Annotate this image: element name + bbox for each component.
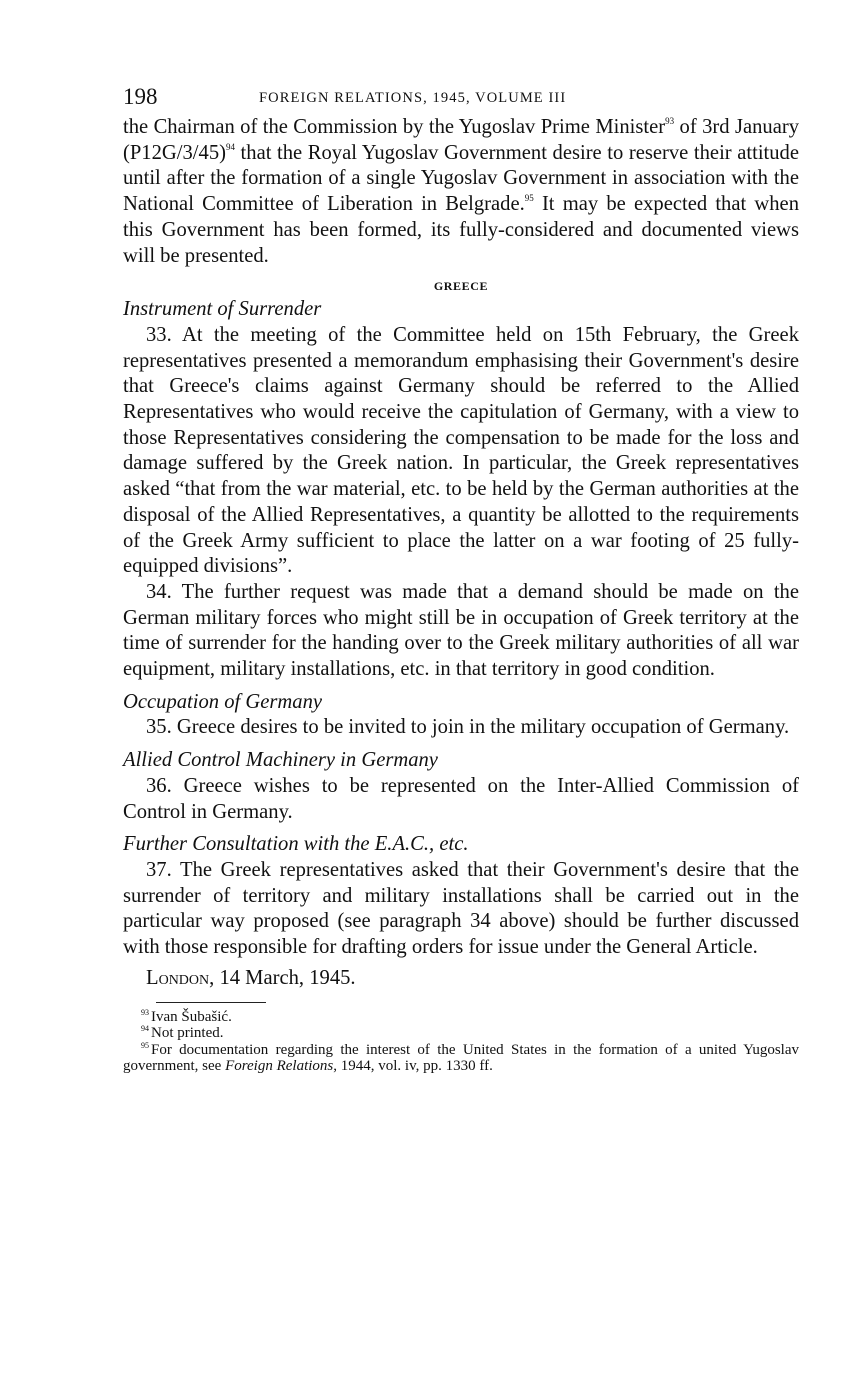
footnote-ref-95[interactable]: 95 bbox=[524, 193, 534, 204]
footnote-93 bbox=[123, 1009, 799, 1026]
footnote-95-mark: 95 bbox=[141, 1040, 149, 1050]
paragraph-37: 37. The Greek representatives asked that their Government's desire that the surrender of territory and military installations shall be carried out in the particular way proposed (see paragraph 34 above) should be further discussed with those responsible for drafting orders for issue under the General Article. bbox=[123, 858, 799, 959]
continuation-text-2: of 3rd January (P12G/3/45) bbox=[123, 116, 799, 164]
signature-line bbox=[123, 966, 799, 992]
body-text bbox=[123, 115, 799, 992]
paragraph-34: 34. The further request was made that a demand should be made on the German military forces who might still be in occupation of Greek territory at the time of surrender for the handing over to the Greek military authorities of all war equipment, military installations, etc. in that territory in good condition. bbox=[123, 580, 799, 681]
subhead-occupation-of-germany: Occupation of Germany bbox=[123, 690, 323, 713]
footnotes bbox=[123, 1009, 799, 1075]
continuation-text-1: the Chairman of the Commission by the Yugoslav Prime Minister bbox=[123, 116, 666, 138]
running-head bbox=[123, 84, 799, 114]
footnote-95-text-a: For documentation regarding the interest of the United States in the formation of a united Yugoslav government, see bbox=[123, 1041, 799, 1074]
footnote-divider bbox=[156, 1002, 266, 1003]
continuation-text-4: It may be expected that when this Government has been formed, its fully-considered and documented views will be presented. bbox=[123, 193, 799, 267]
footnote-93-text: Ivan Šubašić. bbox=[151, 1008, 232, 1025]
paragraph-35: 35. Greece desires to be invited to join in the military occupation of Germany. bbox=[146, 716, 790, 739]
section-heading-greece: GREECE bbox=[433, 279, 489, 294]
footnote-95-citation: Foreign Relations bbox=[225, 1058, 334, 1074]
continuation-paragraph bbox=[123, 115, 799, 269]
footnote-ref-93[interactable]: 93 bbox=[665, 116, 675, 126]
subhead-further-consultation: Further Consultation with the E.A.C., etc. bbox=[123, 833, 469, 856]
footnote-95-text-b: , 1944, vol. iv, pp. 1330 ff. bbox=[333, 1058, 493, 1074]
footnote-94 bbox=[123, 1025, 799, 1042]
page-number: 198 bbox=[123, 84, 158, 109]
signature-place: London bbox=[146, 966, 210, 989]
paragraph-33: 33. At the meeting of the Committee held on 15th February, the Greek representatives presented a memorandum emphasising their Government's desire that Greece's claims against Germany should be referred to the Allied Representatives who would receive the capitulation of Germany, with a view to those Representatives considering the compensation to be made for the loss and damage suffered by the Greek nation. In particular, the Greek representatives asked “that from the war material, etc. to be held by the German authorities at the disposal of the Allied Representatives, a quantity be allotted to the requirements of the Greek Army sufficient to place the latter on a war footing of 25 fully-equipped divisions”. bbox=[123, 323, 799, 578]
footnote-94-text: Not printed. bbox=[151, 1025, 224, 1041]
footnote-94-mark: 94 bbox=[141, 1024, 149, 1033]
continuation-text-3: that the Royal Yugoslav Government desire to reserve their attitude until after the formation of a single Yugoslav Government in association with the National Committee of Liberation in Belgrade. bbox=[123, 141, 799, 216]
footnote-ref-94[interactable]: 94 bbox=[225, 141, 235, 152]
signature-date: , 14 March, 1945. bbox=[209, 966, 356, 989]
footnote-95 bbox=[123, 1042, 799, 1075]
subhead-allied-control-machinery: Allied Control Machinery in Germany bbox=[123, 749, 438, 772]
subhead-instrument-of-surrender: Instrument of Surrender bbox=[123, 298, 322, 321]
paragraph-36: 36. Greece wishes to be represented on the Inter-Allied Commission of Control in Germany. bbox=[123, 774, 799, 823]
running-title: FOREIGN RELATIONS, 1945, VOLUME III bbox=[259, 90, 567, 106]
document-page bbox=[123, 84, 799, 1075]
footnote-93-mark: 93 bbox=[141, 1007, 149, 1017]
